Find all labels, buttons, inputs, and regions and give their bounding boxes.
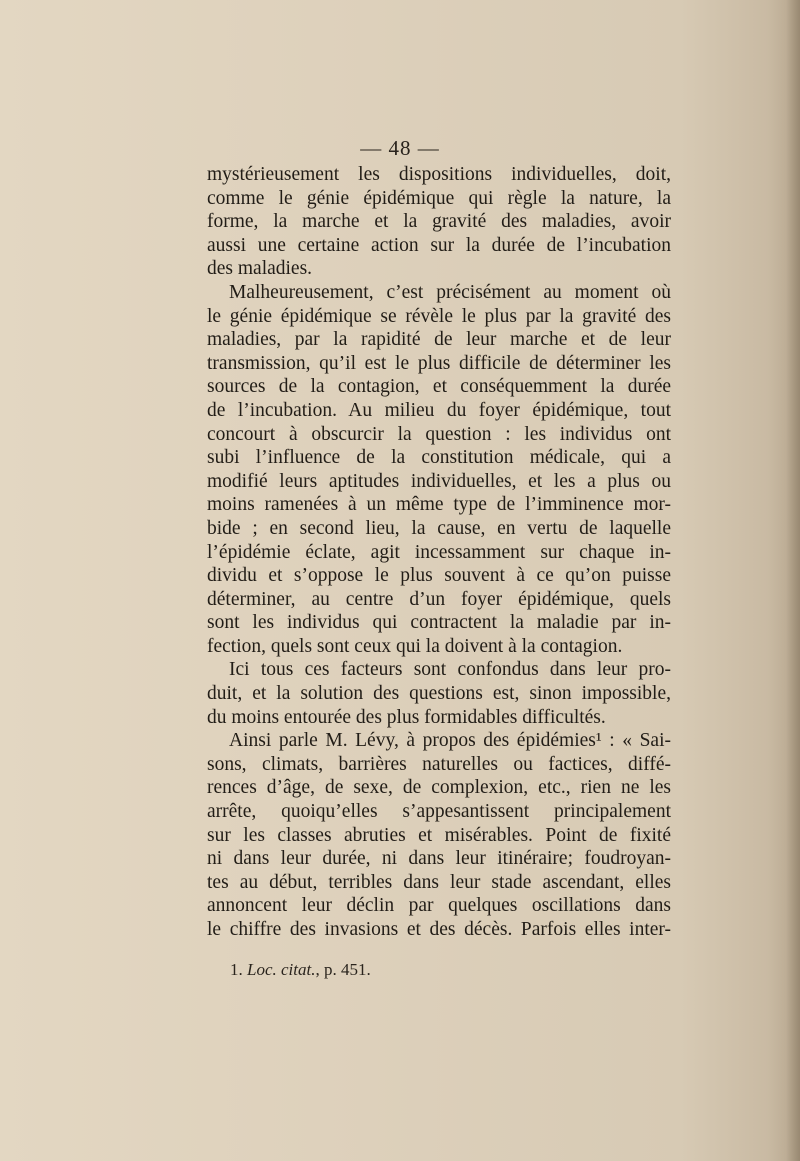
text-line: déterminer, au centre d’un foyer épidémique, quels (207, 588, 671, 610)
text-line: mystérieusement les dispositions individuelles, doit, (207, 164, 671, 185)
text-line: ni dans leur durée, ni dans leur itinéraire; foudroyan- (207, 848, 671, 870)
text-line: le génie épidémique se révèle le plus par la gravité des (207, 305, 671, 327)
text-line: duit, et la solution des questions est, sinon impossible, (207, 683, 671, 705)
text-line: annoncent leur déclin par quelques oscillations dans (207, 895, 671, 917)
text-line: comme le génie épidémique qui règle la nature, la (207, 187, 671, 209)
text-line: Malheureusement, c’est précisément au moment où (229, 281, 671, 303)
footnote-number: 1. (230, 960, 243, 979)
text-line: des maladies. (207, 258, 313, 280)
text-line: Ainsi parle M. Lévy, à propos des épidémies¹ : « Sai- (229, 730, 671, 752)
footnote-reference: Loc. citat. (247, 960, 316, 979)
text-line: forme, la marche et la gravité des maladies, avoir (207, 211, 671, 233)
text-line: Ici tous ces facteurs sont confondus dans leur pro- (229, 659, 671, 681)
text-line: dividu et s’oppose le plus souvent à ce qu’on puisse (207, 565, 671, 587)
text-line: sources de la contagion, et conséquemment la durée (207, 376, 671, 398)
text-line: maladies, par la rapidité de leur marche et de leur (207, 329, 671, 351)
text-line: aussi une certaine action sur la durée de l’incubation (207, 234, 671, 256)
text-line: modifié leurs aptitudes individuelles, et les a plus ou (207, 470, 671, 492)
text-line: concourt à obscurcir la question : les individus ont (207, 423, 671, 445)
text-line: fection, quels sont ceux qui la doivent à la contagion. (207, 635, 623, 657)
text-line: transmission, qu’il est le plus difficile de déterminer les (207, 352, 671, 374)
text-line: le chiffre des invasions et des décès. Parfois elles inter- (207, 919, 671, 940)
text-line: sur les classes abruties et misérables. Point de fixité (207, 824, 671, 846)
text-line: subi l’influence de la constitution médicale, qui a (207, 447, 671, 469)
body-text (207, 163, 671, 942)
text-line: l’épidémie éclate, agit incessamment sur chaque in- (207, 541, 671, 563)
text-line: de l’incubation. Au milieu du foyer épidémique, tout (207, 399, 671, 421)
footnote-page: , p. 451. (315, 960, 371, 979)
page-number: — 48 — (360, 136, 440, 160)
text-line: du moins entourée des plus formidables difficultés. (207, 706, 606, 728)
text-line: sont les individus qui contractent la maladie par in- (207, 612, 671, 634)
page-edge-shadow (786, 0, 800, 1161)
text-line: arrête, quoiqu’elles s’appesantissent principalement (207, 801, 671, 823)
text-line: bide ; en second lieu, la cause, en vertu de laquelle (207, 517, 671, 539)
text-line: rences d’âge, de sexe, de complexion, etc., rien ne les (207, 777, 671, 799)
footnote (230, 960, 371, 980)
text-line: tes au début, terribles dans leur stade ascendant, elles (207, 871, 671, 893)
text-line: moins ramenées à un même type de l’imminence mor- (207, 494, 671, 516)
text-line: sons, climats, barrières naturelles ou factices, diffé- (207, 753, 671, 775)
